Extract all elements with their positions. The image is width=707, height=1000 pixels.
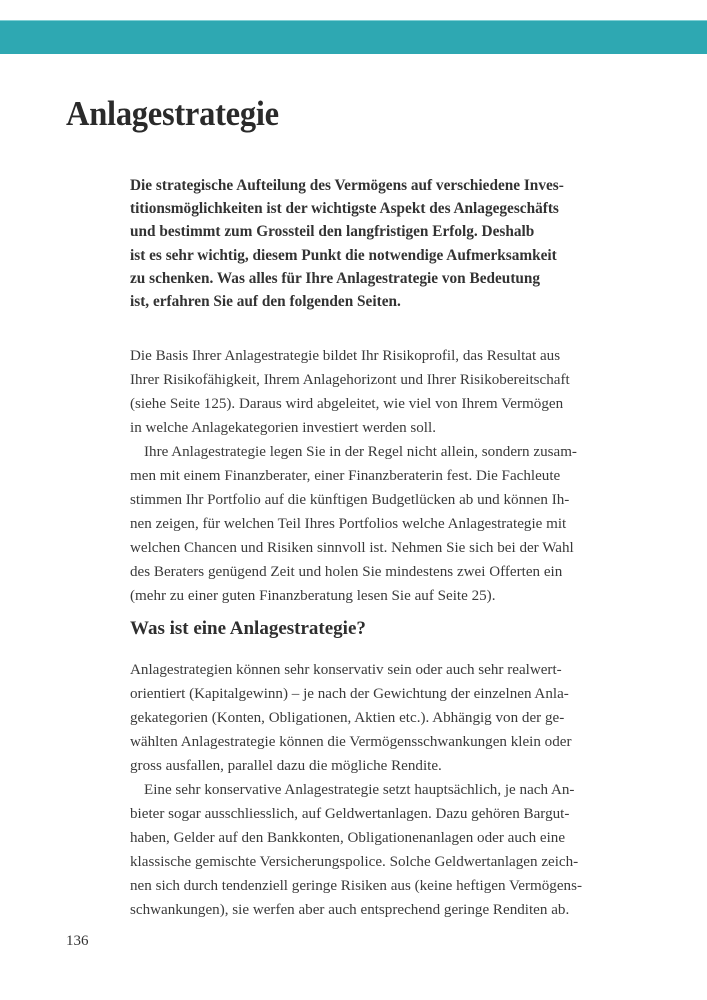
- body-line: Die Basis Ihrer Anlagestrategie bildet Ihr Risikoprofil, das Resultat aus: [130, 348, 561, 364]
- lead-line: Die strategische Aufteilung des Vermögens auf verschiedene Inves-: [130, 177, 564, 194]
- body-line: wählten Anlagestrategie können die Vermögensschwankungen klein oder: [130, 734, 572, 750]
- body-line: gekategorien (Konten, Obligationen, Aktien etc.). Abhängig von der ge-: [130, 710, 565, 726]
- body-line: stimmen Ihr Portfolio auf die künftigen Budgetlücken ab und können Ih-: [130, 492, 570, 508]
- body-line: men mit einem Finanzberater, einer Finanzberaterin fest. Die Fachleute: [130, 468, 561, 484]
- body-line: in welche Anlagekategorien investiert werden soll.: [130, 420, 436, 436]
- body-line: orientiert (Kapitalgewinn) – je nach der Gewichtung der einzelnen Anla-: [130, 686, 569, 702]
- body-line: bieter sogar ausschliesslich, auf Geldwertanlagen. Dazu gehören Bargut-: [130, 806, 570, 822]
- body-line: Ihrer Risikofähigkeit, Ihrem Anlagehorizont und Ihrer Risikobereitschaft: [130, 372, 570, 388]
- body-line: welchen Chancen und Risiken sinnvoll ist. Nehmen Sie sich bei der Wahl: [130, 540, 574, 556]
- header-color-bar: [0, 20, 707, 54]
- lead-line: zu schenken. Was alles für Ihre Anlagestrategie von Bedeutung: [130, 269, 541, 287]
- page-title: Anlagestrategie: [66, 94, 279, 133]
- lead-paragraph: [130, 174, 650, 313]
- lead-line: ist es sehr wichtig, diesem Punkt die notwendige Aufmerksamkeit: [130, 246, 557, 264]
- body-line: (siehe Seite 125). Daraus wird abgeleitet, wie viel von Ihrem Vermögen: [130, 396, 564, 412]
- lead-line: titionsmöglichkeiten ist der wichtigste Aspekt des Anlagegeschäfts: [130, 200, 559, 218]
- section-subheading: Was ist eine Anlagestrategie?: [130, 618, 366, 639]
- lead-line: ist, erfahren Sie auf den folgenden Seiten.: [130, 292, 401, 310]
- body-line: schwankungen), sie werfen aber auch entsprechend geringe Renditen ab.: [130, 902, 570, 918]
- body-line: des Beraters genügend Zeit und holen Sie mindestens zwei Offerten ein: [130, 564, 563, 580]
- body-line: haben, Gelder auf den Bankkonten, Obligationenanlagen oder auch eine: [130, 830, 566, 846]
- body-line: Ihre Anlagestrategie legen Sie in der Regel nicht allein, sondern zusam-: [144, 444, 577, 460]
- body-line: (mehr zu einer guten Finanzberatung lesen Sie auf Seite 25).: [130, 588, 496, 604]
- page-number: 136: [66, 933, 89, 949]
- body-line: gross ausfallen, parallel dazu die mögliche Rendite.: [130, 758, 442, 774]
- body-line: nen zeigen, für welchen Teil Ihres Portfolios welche Anlagestrategie mit: [130, 516, 567, 532]
- body-section-definition: [130, 658, 650, 922]
- body-line: Eine sehr konservative Anlagestrategie setzt hauptsächlich, je nach An-: [144, 782, 575, 798]
- body-line: Anlagestrategien können sehr konservativ sein oder auch sehr realwert-: [130, 662, 562, 678]
- body-line: klassische gemischte Versicherungspolice. Solche Geldwertanlagen zeich-: [130, 854, 579, 870]
- body-section-basis: [130, 344, 650, 608]
- body-line: nen sich durch tendenziell geringe Risiken aus (keine heftigen Vermögens-: [130, 878, 582, 894]
- lead-line: und bestimmt zum Grossteil den langfristigen Erfolg. Deshalb: [130, 223, 535, 241]
